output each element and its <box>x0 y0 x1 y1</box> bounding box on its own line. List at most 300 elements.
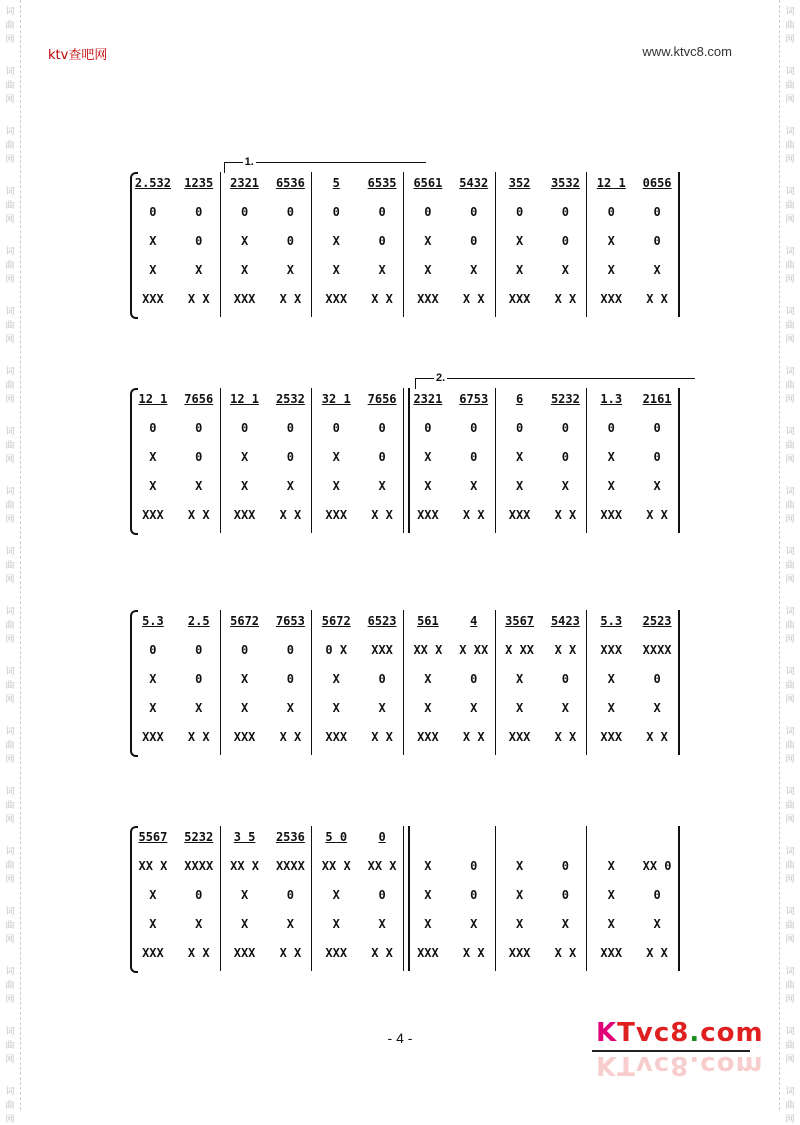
watermark-glyph: 曲 <box>5 861 15 871</box>
percussion-note: XXX <box>371 643 393 657</box>
watermark-glyph: 网 <box>5 335 15 345</box>
percussion-note: X X <box>279 508 302 522</box>
melody-note: 2536 <box>275 830 305 844</box>
melody-note: 2523 <box>642 614 672 628</box>
percussion-note: X <box>515 859 524 873</box>
percussion-note: X <box>424 450 432 464</box>
melody-note: 5672 <box>321 614 351 628</box>
percussion-note: X <box>561 479 570 493</box>
percussion-note: X <box>424 479 432 493</box>
melody-note: 7653 <box>275 614 305 628</box>
percussion-note: X <box>561 917 570 931</box>
melody-note: 2.532 <box>134 176 171 190</box>
score-system-4 <box>130 826 680 971</box>
percussion-note: XXX <box>417 508 439 522</box>
percussion-note: X <box>515 917 524 931</box>
volta-label: 1. <box>244 156 254 168</box>
percussion-note: X <box>515 888 524 902</box>
percussion-note: X <box>332 479 340 493</box>
percussion-note: XX X <box>413 643 443 657</box>
melody-note: 2161 <box>642 392 672 406</box>
percussion-note: X <box>149 263 157 277</box>
watermark-glyph: 曲 <box>785 1041 795 1051</box>
melody-note: 2532 <box>275 392 305 406</box>
percussion-note: XXX <box>508 730 531 744</box>
melody-note: 3 5 <box>233 830 256 844</box>
percussion-note: XX 0 <box>642 859 672 873</box>
percussion-note: X <box>332 672 340 686</box>
percussion-note: XXX <box>233 730 256 744</box>
percussion-note: 0 <box>195 888 203 902</box>
melody-note: 2321 <box>230 176 260 190</box>
percussion-note: X XX <box>459 643 489 657</box>
watermark-glyph: 词 <box>785 427 795 437</box>
percussion-note: 0 <box>470 888 478 902</box>
percussion-note: 0 <box>653 421 661 435</box>
watermark-glyph: 网 <box>785 395 795 405</box>
percussion-note: 0 <box>195 672 203 686</box>
percussion-note: X X <box>371 946 393 960</box>
percussion-note: 0 <box>424 421 432 435</box>
percussion-note: XXX <box>417 730 439 744</box>
percussion-note: X <box>607 701 615 715</box>
watermark-glyph: 词 <box>5 67 15 77</box>
watermark-glyph: 词 <box>5 127 15 137</box>
watermark-glyph: 词 <box>785 607 795 617</box>
watermark-glyph: 词 <box>785 787 795 797</box>
watermark-glyph: 曲 <box>5 501 15 511</box>
percussion-note: 0 <box>378 450 386 464</box>
watermark-glyph: 曲 <box>785 621 795 631</box>
percussion-note: X X <box>187 946 210 960</box>
percussion-note: X X <box>462 730 485 744</box>
percussion-note: X <box>515 450 524 464</box>
watermark-glyph: 词 <box>785 247 795 257</box>
percussion-note: X <box>653 917 661 931</box>
watermark-glyph: 曲 <box>5 801 15 811</box>
watermark-glyph: 曲 <box>5 81 15 91</box>
melody-note: 5.3 <box>142 614 164 628</box>
watermark-glyph: 词 <box>5 907 15 917</box>
watermark-glyph: 网 <box>785 575 795 585</box>
watermark-glyph: 词 <box>785 7 795 17</box>
watermark-glyph: 曲 <box>785 201 795 211</box>
percussion-note: X X <box>554 508 577 522</box>
watermark-glyph: 词 <box>5 547 15 557</box>
melody-note: 3567 <box>505 614 535 628</box>
watermark-glyph: 词 <box>785 967 795 977</box>
percussion-note: X <box>286 479 295 493</box>
watermark-glyph: 网 <box>785 455 795 465</box>
watermark-glyph: 词 <box>785 67 795 77</box>
watermark-glyph: 网 <box>5 575 15 585</box>
percussion-note: 0 <box>653 450 661 464</box>
percussion-note: 0 <box>195 450 203 464</box>
watermark-glyph: 曲 <box>5 321 15 331</box>
watermark-glyph: 网 <box>785 275 795 285</box>
score-system-3 <box>130 610 680 755</box>
percussion-note: XXX <box>233 508 256 522</box>
percussion-note: XXX <box>417 292 439 306</box>
watermark-glyph: 词 <box>785 1027 795 1037</box>
melody-note: 2321 <box>413 392 443 406</box>
percussion-note: X <box>424 263 432 277</box>
percussion-note: 0 <box>195 205 203 219</box>
percussion-note: X <box>515 234 524 248</box>
watermark-glyph: 词 <box>785 907 795 917</box>
watermark-glyph: 网 <box>5 155 15 165</box>
percussion-note: XX X <box>321 859 351 873</box>
percussion-note: X <box>286 263 295 277</box>
watermark-glyph: 曲 <box>5 261 15 271</box>
melody-note: 6535 <box>367 176 397 190</box>
percussion-note: XXX <box>325 292 348 306</box>
percussion-note: 0 <box>470 450 478 464</box>
percussion-note: X <box>149 450 157 464</box>
watermark-glyph: 词 <box>785 187 795 197</box>
watermark-glyph: 曲 <box>785 1101 795 1111</box>
percussion-note: XXX <box>233 292 256 306</box>
percussion-note: X X <box>187 730 210 744</box>
percussion-note: XXX <box>508 292 531 306</box>
watermark-glyph: 曲 <box>5 201 15 211</box>
percussion-note: 0 <box>561 672 570 686</box>
melody-note: 4 <box>470 614 478 628</box>
melody-note: 6561 <box>413 176 443 190</box>
percussion-note: X <box>195 263 203 277</box>
percussion-note: 0 <box>424 205 432 219</box>
watermark-glyph: 网 <box>785 635 795 645</box>
percussion-note: X X <box>371 508 393 522</box>
watermark-glyph: 曲 <box>5 561 15 571</box>
melody-note: 5.3 <box>600 614 623 628</box>
watermark-glyph: 词 <box>785 307 795 317</box>
volta-bracket <box>224 156 426 173</box>
watermark-glyph: 网 <box>5 935 15 945</box>
percussion-note: X <box>332 917 340 931</box>
percussion-note: X <box>240 263 249 277</box>
percussion-note: XXX <box>142 946 164 960</box>
percussion-note: 0 <box>149 643 157 657</box>
watermark-glyph: 词 <box>785 1087 795 1097</box>
watermark-glyph: 词 <box>5 307 15 317</box>
percussion-note: 0 <box>378 888 386 902</box>
percussion-note: X <box>240 701 249 715</box>
percussion-note: X <box>653 701 661 715</box>
watermark-glyph: 网 <box>5 515 15 525</box>
watermark-glyph: 网 <box>5 395 15 405</box>
percussion-note: 0 <box>240 421 249 435</box>
percussion-note: 0 <box>515 205 524 219</box>
percussion-note: 0 <box>332 205 340 219</box>
percussion-note: X X <box>554 292 577 306</box>
watermark-glyph: 曲 <box>785 561 795 571</box>
percussion-note: X <box>332 450 340 464</box>
percussion-note: 0 <box>515 421 524 435</box>
percussion-note: X <box>561 263 570 277</box>
percussion-note: 0 <box>653 205 661 219</box>
percussion-note: 0 <box>561 205 570 219</box>
percussion-note: X <box>470 917 478 931</box>
percussion-note: 0 <box>286 205 295 219</box>
percussion-note: X <box>607 234 615 248</box>
percussion-note: 0 <box>470 421 478 435</box>
watermark-glyph: 曲 <box>5 1101 15 1111</box>
logo-reflection: KTvc8.com <box>596 1050 764 1080</box>
percussion-note: X <box>149 701 157 715</box>
percussion-note: 0 <box>240 643 249 657</box>
percussion-note: X <box>195 479 203 493</box>
melody-note: 5 <box>332 176 340 190</box>
melody-note: 12 1 <box>596 176 626 190</box>
percussion-note: X X <box>462 946 485 960</box>
percussion-note: X <box>424 234 432 248</box>
percussion-note: X X <box>371 730 393 744</box>
percussion-note: XX X <box>230 859 260 873</box>
percussion-note: XXX <box>417 946 439 960</box>
melody-note: 7656 <box>184 392 214 406</box>
watermark-glyph: 网 <box>785 95 795 105</box>
watermark-glyph: 网 <box>5 815 15 825</box>
score-system-2 <box>130 372 680 533</box>
percussion-note: X X <box>646 508 668 522</box>
percussion-note: XXX <box>508 946 531 960</box>
percussion-note: X <box>149 888 157 902</box>
percussion-note: X <box>424 859 432 873</box>
percussion-note: X <box>332 701 340 715</box>
watermark-glyph: 网 <box>5 1115 15 1125</box>
watermark-glyph: 曲 <box>785 981 795 991</box>
watermark-glyph: 词 <box>785 847 795 857</box>
percussion-note: X <box>240 672 249 686</box>
watermark-glyph: 网 <box>785 515 795 525</box>
watermark-glyph: 网 <box>5 695 15 705</box>
watermark-glyph: 词 <box>785 487 795 497</box>
watermark-glyph: 曲 <box>785 21 795 31</box>
percussion-note: 0 <box>470 859 478 873</box>
watermark-glyph: 网 <box>785 995 795 1005</box>
percussion-note: X <box>378 701 386 715</box>
site-logo: KTvc8.com <box>596 1018 764 1048</box>
percussion-note: X X <box>554 946 577 960</box>
page-number: - 4 - <box>387 1030 413 1046</box>
percussion-note: X X <box>462 508 485 522</box>
percussion-note: X <box>607 888 615 902</box>
percussion-note: XXX <box>325 730 348 744</box>
percussion-note: 0 <box>561 234 570 248</box>
percussion-note: X <box>424 672 432 686</box>
percussion-note: 0 <box>378 421 386 435</box>
watermark-glyph: 词 <box>5 847 15 857</box>
percussion-note: 0 <box>561 888 570 902</box>
percussion-note: X X <box>462 292 485 306</box>
percussion-note: 0 <box>286 672 295 686</box>
percussion-note: XXX <box>233 946 256 960</box>
percussion-note: 0 <box>195 643 203 657</box>
percussion-note: 0 <box>286 450 295 464</box>
melody-note: 561 <box>417 614 439 628</box>
percussion-note: X <box>607 917 615 931</box>
watermark-glyph: 词 <box>785 667 795 677</box>
percussion-note: X <box>378 917 386 931</box>
percussion-note: X <box>515 479 524 493</box>
watermark-glyph: 曲 <box>785 321 795 331</box>
percussion-note: XXX <box>600 643 623 657</box>
watermark-glyph: 曲 <box>5 141 15 151</box>
percussion-note: 0 <box>286 643 295 657</box>
percussion-note: X <box>332 263 340 277</box>
percussion-note: X X <box>554 643 577 657</box>
watermark-glyph: 网 <box>5 875 15 885</box>
percussion-note: X <box>149 917 157 931</box>
percussion-note: XXX <box>142 508 164 522</box>
percussion-note: X <box>607 263 615 277</box>
percussion-note: XXX <box>508 508 531 522</box>
site-name-header: ktv查吧网 <box>48 48 108 63</box>
melody-note: 5232 <box>550 392 580 406</box>
watermark-glyph: 词 <box>785 727 795 737</box>
percussion-note: XX X <box>367 859 397 873</box>
percussion-note: 0 <box>561 421 570 435</box>
percussion-note: X <box>424 701 432 715</box>
melody-note: 5567 <box>138 830 168 844</box>
percussion-note: X <box>607 479 615 493</box>
percussion-note: XXXX <box>275 859 305 873</box>
watermark-glyph: 网 <box>785 755 795 765</box>
percussion-note: 0 <box>653 672 661 686</box>
percussion-note: 0 <box>470 672 478 686</box>
watermark-glyph: 网 <box>785 335 795 345</box>
percussion-note: 0 <box>195 234 203 248</box>
percussion-note: 0 <box>149 421 157 435</box>
melody-note: 2.5 <box>187 614 210 628</box>
melody-note: 1235 <box>184 176 214 190</box>
melody-note: 6536 <box>275 176 305 190</box>
volta-label: 2. <box>436 372 446 384</box>
percussion-note: 0 <box>378 205 386 219</box>
site-url-header: www.ktvc8.com <box>642 44 732 59</box>
watermark-glyph: 曲 <box>5 1041 15 1051</box>
watermark-glyph: 词 <box>5 967 15 977</box>
percussion-note: XXX <box>142 730 164 744</box>
percussion-note: X <box>149 234 157 248</box>
percussion-note: 0 <box>332 421 340 435</box>
percussion-note: X <box>378 263 386 277</box>
percussion-note: 0 <box>149 205 157 219</box>
watermark-glyph: 词 <box>5 7 15 17</box>
watermark-glyph: 网 <box>785 875 795 885</box>
percussion-note: X <box>240 234 249 248</box>
percussion-note: X <box>561 701 570 715</box>
watermark-glyph: 曲 <box>5 441 15 451</box>
watermark-glyph: 曲 <box>785 801 795 811</box>
percussion-note: X <box>286 917 295 931</box>
melody-note: 352 <box>508 176 531 190</box>
watermark-glyph: 曲 <box>785 261 795 271</box>
percussion-note: X X <box>646 946 668 960</box>
watermark-glyph: 曲 <box>785 681 795 691</box>
percussion-note: X <box>195 701 203 715</box>
percussion-note: XXX <box>600 508 623 522</box>
melody-note: 12 1 <box>138 392 168 406</box>
percussion-note: X <box>470 701 478 715</box>
percussion-note: X <box>515 263 524 277</box>
percussion-note: X <box>240 479 249 493</box>
percussion-note: X X <box>371 292 393 306</box>
melody-note: 0656 <box>642 176 672 190</box>
percussion-note: X <box>149 672 157 686</box>
watermark-glyph: 词 <box>785 127 795 137</box>
melody-note: 6523 <box>367 614 397 628</box>
percussion-note: X <box>424 888 432 902</box>
watermark-glyph: 词 <box>5 727 15 737</box>
percussion-note: X <box>332 888 340 902</box>
percussion-note: X <box>195 917 203 931</box>
percussion-note: X X <box>646 730 668 744</box>
percussion-note: X X <box>279 292 302 306</box>
percussion-note: 0 <box>240 205 249 219</box>
volta-bracket <box>415 372 695 389</box>
watermark-glyph: 曲 <box>5 741 15 751</box>
watermark-glyph: 网 <box>5 455 15 465</box>
melody-note: 6753 <box>459 392 489 406</box>
left-margin-watermark <box>0 0 21 1125</box>
watermark-glyph: 曲 <box>5 681 15 691</box>
watermark-glyph: 词 <box>5 187 15 197</box>
watermark-glyph: 网 <box>5 1055 15 1065</box>
score-system-1 <box>130 156 680 317</box>
percussion-note: 0 <box>653 888 661 902</box>
melody-note: 5432 <box>459 176 489 190</box>
percussion-note: X <box>149 479 157 493</box>
percussion-note: XXX <box>142 292 164 306</box>
watermark-glyph: 曲 <box>785 501 795 511</box>
melody-note: 5672 <box>230 614 260 628</box>
melody-note: 32 1 <box>321 392 351 406</box>
watermark-glyph: 曲 <box>785 861 795 871</box>
percussion-note: 0 <box>470 234 478 248</box>
watermark-glyph: 曲 <box>5 621 15 631</box>
watermark-glyph: 网 <box>785 1115 795 1125</box>
percussion-note: X X <box>279 730 302 744</box>
melody-note: 3532 <box>550 176 580 190</box>
watermark-glyph: 网 <box>785 1055 795 1065</box>
melody-note: 1.3 <box>600 392 623 406</box>
watermark-glyph: 网 <box>5 95 15 105</box>
percussion-note: X <box>378 479 386 493</box>
percussion-note: 0 <box>378 672 386 686</box>
watermark-glyph: 网 <box>785 935 795 945</box>
percussion-note: XXX <box>600 730 623 744</box>
percussion-note: 0 <box>607 205 615 219</box>
percussion-note: XXX <box>600 292 623 306</box>
watermark-glyph: 曲 <box>785 921 795 931</box>
watermark-glyph: 曲 <box>785 381 795 391</box>
melody-note: 6 <box>515 392 524 406</box>
percussion-note: X <box>470 263 478 277</box>
percussion-note: 0 X <box>325 643 348 657</box>
watermark-glyph: 网 <box>785 35 795 45</box>
percussion-note: 0 <box>286 234 295 248</box>
percussion-note: X <box>286 701 295 715</box>
watermark-glyph: 词 <box>5 487 15 497</box>
watermark-glyph: 曲 <box>5 921 15 931</box>
percussion-note: X <box>470 479 478 493</box>
watermark-glyph: 词 <box>5 1027 15 1037</box>
watermark-glyph: 词 <box>785 547 795 557</box>
watermark-glyph: 词 <box>5 607 15 617</box>
watermark-glyph: 词 <box>5 667 15 677</box>
